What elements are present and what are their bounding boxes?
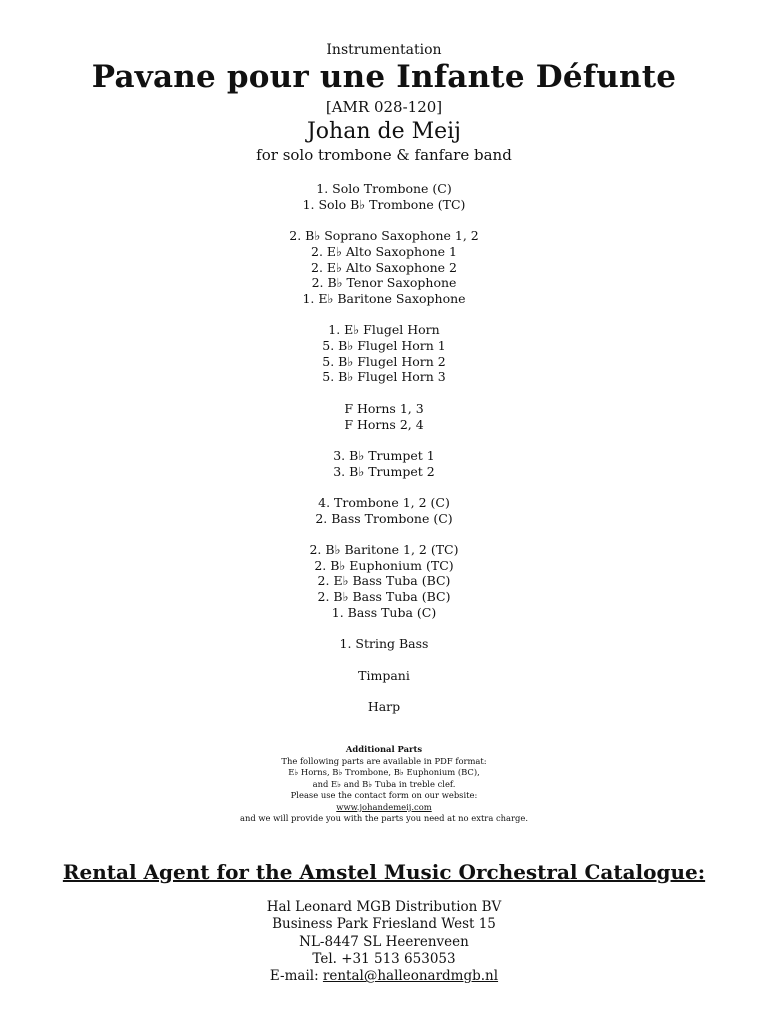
instrument-part: 2. B♭ Bass Tuba (BC) (317, 589, 451, 605)
instrument-part: F Horns 2, 4 (344, 416, 424, 432)
email-line (0, 968, 768, 985)
instrument-part: 5. B♭ Flugel Horn 3 (322, 369, 446, 385)
instrument-group (0, 495, 768, 526)
company-name: Hal Leonard MGB Distribution BV (266, 899, 502, 915)
instrument-group (0, 448, 768, 479)
instrument-part: 2. B♭ Soprano Saxophone 1, 2 (289, 228, 479, 244)
instrument-part: 2. B♭ Baritone 1, 2 (TC) (309, 542, 459, 558)
composer-name: Johan de Meij (306, 119, 461, 144)
instrument-group (0, 181, 768, 212)
instrument-part: 2. E♭ Bass Tuba (BC) (317, 573, 451, 589)
instrument-list (0, 181, 768, 730)
additional-parts-note (0, 744, 768, 825)
instrument-part: 5. B♭ Flugel Horn 2 (322, 353, 446, 369)
instrument-part: 1. E♭ Baritone Saxophone (302, 290, 466, 306)
street-address: Business Park Friesland West 15 (272, 916, 496, 933)
instrumentation-heading: Instrumentation (326, 42, 442, 58)
email-link[interactable]: rental@halleonardmgb.nl (322, 968, 499, 985)
instrument-part: 2. B♭ Tenor Saxophone (311, 275, 457, 291)
instrument-part: Harp (367, 699, 401, 715)
email-label: E-mail: (269, 968, 323, 985)
instrument-part: 1. E♭ Flugel Horn (328, 322, 440, 338)
instrument-part: 2. E♭ Alto Saxophone 2 (311, 259, 457, 275)
instrument-part: 1. Solo B♭ Trombone (TC) (302, 196, 466, 212)
instrument-group (0, 668, 768, 684)
instrument-group (0, 228, 768, 307)
instrument-part: 3. B♭ Trumpet 1 (333, 447, 435, 463)
instrument-part: 3. B♭ Trumpet 2 (333, 463, 435, 479)
instrument-group (0, 699, 768, 715)
additional-parts-line: and E♭ and B♭ Tuba in treble clef. (312, 778, 456, 789)
additional-parts-line: Please use the contact form on our website: (290, 790, 478, 800)
additional-parts-line: The following parts are available in PDF format: (281, 755, 487, 766)
instrument-part: 5. B♭ Flugel Horn 1 (322, 338, 446, 353)
instrument-group (0, 542, 768, 621)
additional-parts-line: E♭ Horns, B♭ Trombone, B♭ Euphonium (BC), (288, 767, 480, 777)
additional-parts-title: Additional Parts (345, 744, 423, 754)
piece-title: Pavane pour une Infante Défunte (91, 59, 677, 95)
catalog-number: [AMR 028-120] (325, 98, 443, 116)
instrument-part: 1. Solo Trombone (C) (316, 181, 452, 196)
website-link[interactable]: www.johandemeij.com (336, 801, 432, 812)
phone-number: Tel. +31 513 653053 (312, 950, 456, 967)
instrument-group (0, 636, 768, 652)
rental-agent-heading: Rental Agent for the Amstel Music Orchestral Catalogue: (62, 860, 706, 884)
instrument-group (0, 401, 768, 432)
city-address: NL-8447 SL Heerenveen (299, 933, 469, 950)
instrument-part: 2. B♭ Euphonium (TC) (314, 557, 454, 573)
instrument-part: Timpani (358, 667, 410, 683)
instrument-part: 2. E♭ Alto Saxophone 1 (311, 243, 457, 259)
rental-address (0, 899, 768, 985)
instrument-part: 2. Bass Trombone (C) (315, 510, 453, 526)
instrument-part: 4. Trombone 1, 2 (C) (318, 494, 450, 510)
scoring-description: for solo trombone & fanfare band (256, 146, 512, 164)
instrument-part: F Horns 1, 3 (344, 400, 424, 416)
instrument-part: 1. Bass Tuba (C) (331, 604, 437, 620)
additional-parts-line: and we will provide you with the parts you need at no extra charge. (239, 813, 529, 823)
instrument-group (0, 322, 768, 385)
instrument-part: 1. String Bass (339, 636, 429, 652)
